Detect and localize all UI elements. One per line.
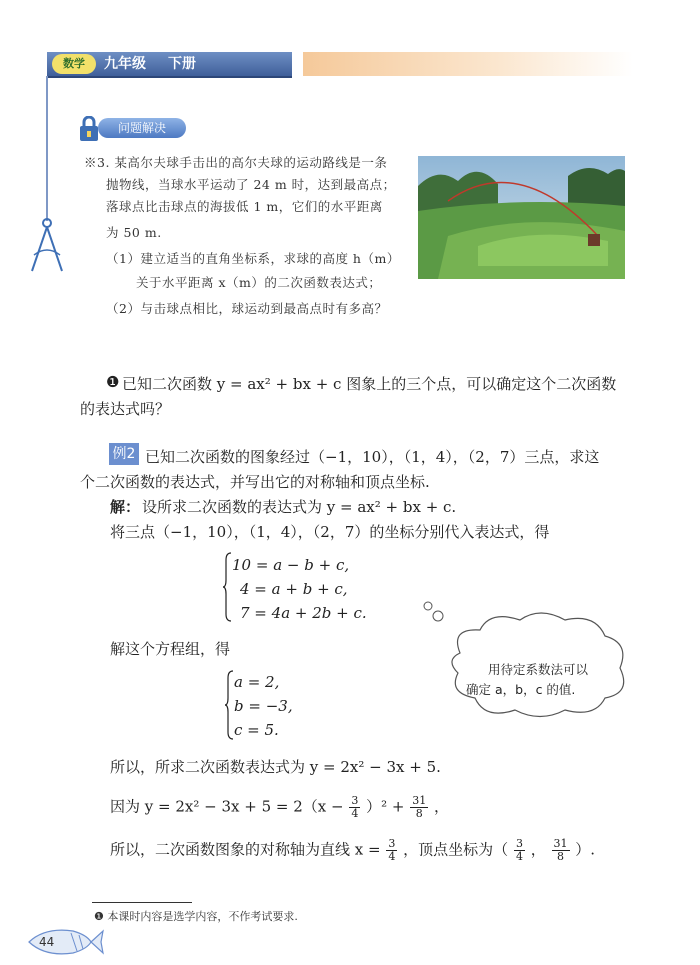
- footnote-divider: [92, 902, 192, 903]
- fraction-numerator: 3: [351, 794, 359, 807]
- header-gradient: [303, 52, 633, 76]
- problem-line: （1）建立适当的直角坐标系，求球的高度 h（m）: [106, 251, 400, 266]
- compass-icon: [22, 215, 72, 275]
- fraction-denominator: 4: [515, 850, 523, 863]
- question-marker: ❶: [106, 373, 120, 391]
- substitute-text: 将三点（−1，10），（1，4），（2，7）的坐标分别代入表达式，得: [110, 523, 550, 541]
- solution-label: 解：: [110, 498, 141, 516]
- problem-line: 抛物线，当球水平运动了 24 m 时，达到最高点；: [106, 177, 396, 192]
- problem-line: 关于水平距离 x（m）的二次函数表达式；: [136, 275, 382, 290]
- question-line: 已知二次函数 y = ax² + bx + c 图象上的三个点，可以确定这个二次函数: [122, 375, 617, 393]
- fraction: [410, 795, 428, 820]
- fish-icon: [25, 925, 105, 959]
- fraction-numerator: 31: [553, 837, 568, 850]
- fraction-denominator: 4: [388, 850, 396, 863]
- example-line: 个二次函数的表达式，并写出它的对称轴和顶点坐标.: [80, 473, 430, 491]
- axis-mid: ，顶点坐标为（: [403, 840, 509, 859]
- equation: 7 = 4a + 2b + c.: [240, 604, 367, 622]
- axis-end: ）.: [575, 840, 596, 859]
- brace: [224, 670, 234, 740]
- solution-text: 设所求二次函数的表达式为 y = ax² + bx + c.: [142, 498, 457, 516]
- brace: [222, 552, 232, 622]
- page-number: 44: [39, 935, 55, 949]
- axis-sep: ，: [530, 840, 546, 859]
- example-line: 已知二次函数的图象经过（−1，10），（1，4），（2，7）三点，求这: [145, 448, 600, 466]
- footnote: ❶ 本课时内容是选学内容，不作考试要求.: [94, 910, 298, 923]
- problem-line: 为 50 m.: [106, 225, 162, 240]
- fraction: [552, 838, 570, 863]
- margin-line: [46, 76, 48, 221]
- equation: b = −3,: [234, 697, 293, 715]
- cloud-tip-line: 确定 a，b，c 的值.: [466, 682, 576, 697]
- fraction-denominator: 4: [351, 807, 359, 820]
- grade-label: 九年级: [104, 56, 146, 72]
- example-badge: 例2: [109, 443, 139, 465]
- vertex-form-end: ，: [434, 797, 450, 816]
- problem-line: 落球点比击球点的海拔低 1 m，它们的水平距离: [106, 199, 383, 214]
- equation: c = 5.: [234, 721, 279, 739]
- vertex-form-line: [110, 795, 449, 820]
- fraction-denominator: 8: [415, 807, 423, 820]
- volume-label: 下册: [168, 56, 196, 72]
- axis-prefix: 所以，二次函数图象的对称轴为直线 x =: [110, 840, 381, 859]
- axis-vertex-line: [110, 838, 595, 863]
- fraction: [349, 795, 360, 820]
- solve-text: 解这个方程组，得: [110, 640, 231, 658]
- fraction-numerator: 3: [388, 837, 396, 850]
- result-text: 所以，所求二次函数表达式为 y = 2x² − 3x + 5.: [110, 758, 441, 776]
- equation: a = 2,: [234, 673, 280, 691]
- cloud-tip-line: 用待定系数法可以: [488, 662, 589, 677]
- equation: 4 = a + b + c,: [240, 580, 348, 598]
- equation: 10 = a − b + c,: [232, 556, 350, 574]
- problem-line: ※3. 某高尔夫球手击出的高尔夫球的运动路线是一条: [84, 155, 388, 170]
- fraction: [514, 838, 525, 863]
- subject-badge: 数学: [52, 54, 96, 74]
- section-badge: 问题解决: [98, 118, 186, 138]
- fraction-numerator: 31: [412, 794, 427, 807]
- fraction-denominator: 8: [557, 850, 565, 863]
- problem-line: （2）与击球点相比，球运动到最高点时有多高？: [106, 301, 388, 316]
- vertex-form-prefix: 因为 y = 2x² − 3x + 5 = 2（x −: [110, 797, 344, 816]
- question-line: 的表达式吗？: [80, 400, 171, 418]
- fraction: [386, 838, 397, 863]
- vertex-form-mid: ）² +: [366, 797, 405, 816]
- golf-course-photo: [418, 156, 625, 279]
- fraction-numerator: 3: [515, 837, 523, 850]
